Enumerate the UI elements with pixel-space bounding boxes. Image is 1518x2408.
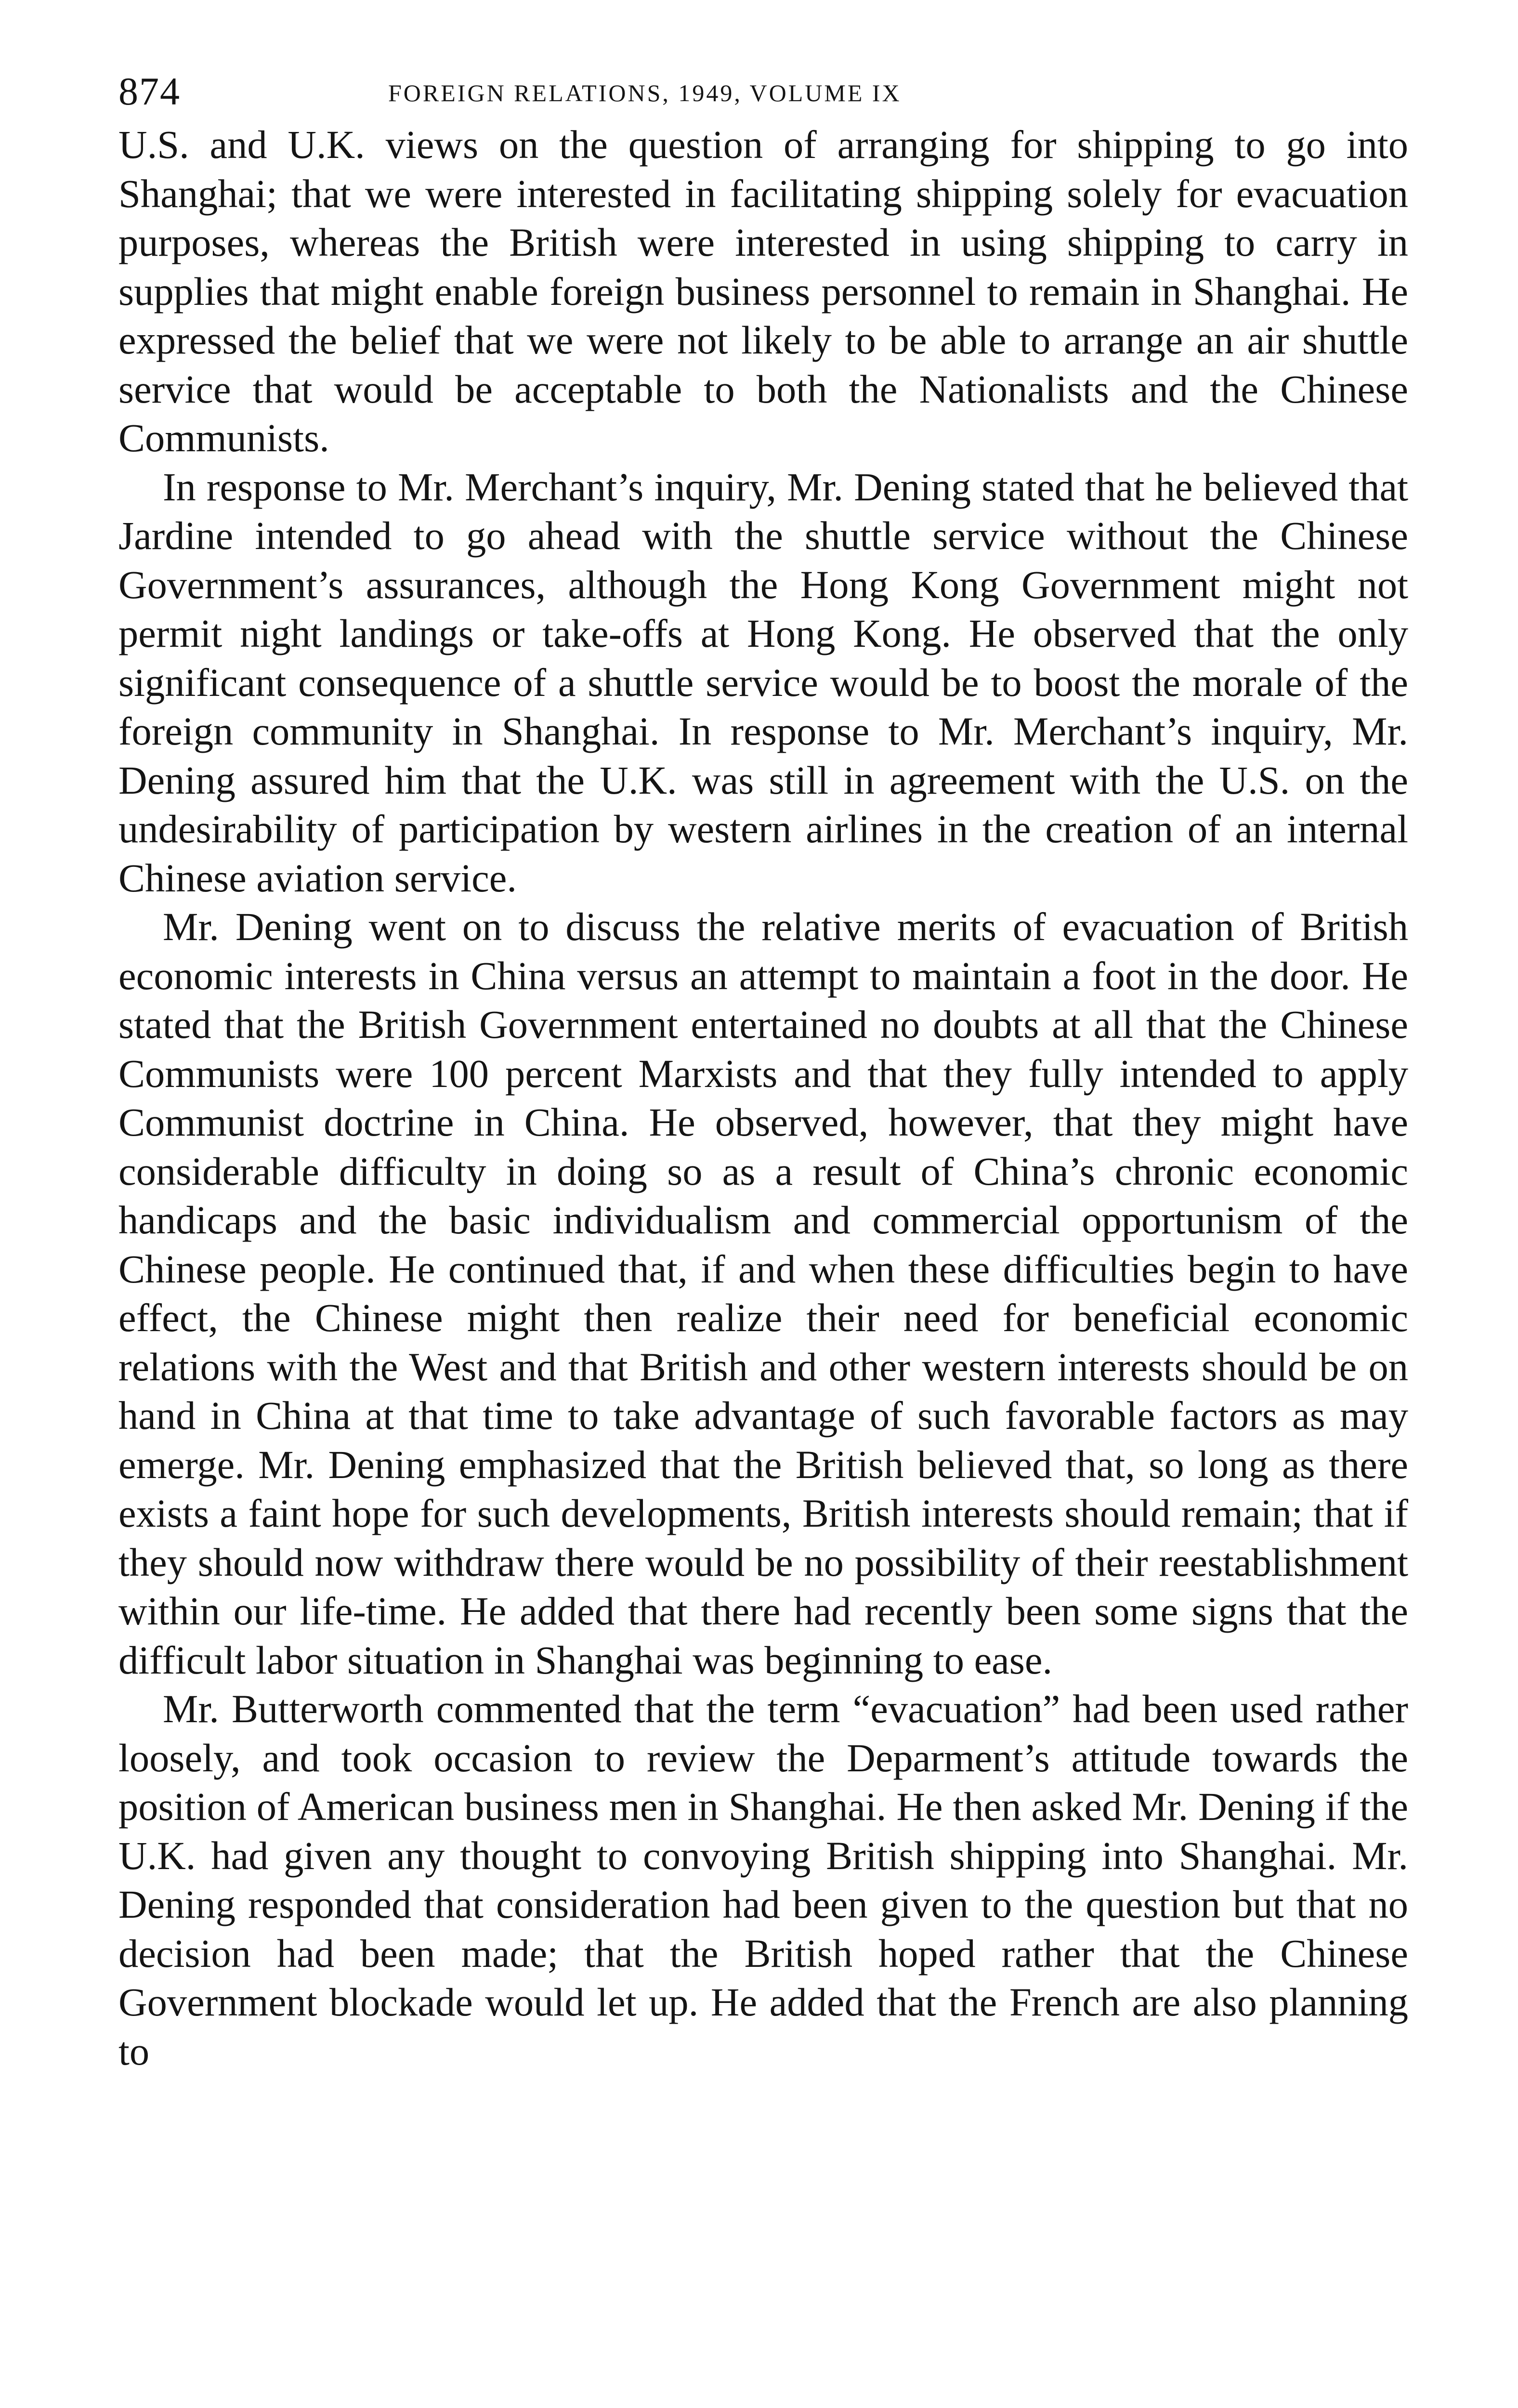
page-header (118, 65, 1408, 113)
paragraph-continued: U.S. and U.K. views on the question of arranging for shipping to go into Shanghai; that we were interested in facilitating shipping solely for evacuation purposes, whereas the British were interested in using shipping to carry in supplies that might enable foreign business personnel to remain in Shanghai. He expressed the belief that we were not likely to be able to arrange an air shuttle service that would be acceptable to both the Nationalists and the Chinese Communists. (118, 122, 1408, 460)
page-number: 874 (118, 69, 181, 113)
document-page (118, 65, 1408, 2076)
paragraph: Mr. Butterworth commented that the term “evacuation” had been used rather loosely, and took occasion to review the Deparment’s attitude towards the position of American business men in Shanghai. He then asked Mr. Dening if the U.K. had given any thought to convoying British shipping into Shanghai. Mr. Dening responded that consideration had been given to the question but that no decision had been made; that the British hoped rather that the Chinese Government blockade would let up. He added that the French are also planning to (118, 1687, 1408, 2073)
running-title: FOREIGN RELATIONS, 1949, VOLUME IX (388, 79, 902, 106)
paragraph: Mr. Dening went on to discuss the relative merits of evacuation of British economic interests in China versus an attempt to maintain a foot in the door. He stated that the British Government entertained no doubts at all that the Chinese Communists were 100 percent Marxists and that they fully intended to apply Communist doctrine in China. He observed, however, that they might have considerable difficulty in doing so as a result of China’s chronic economic handicaps and the basic individualism and commercial opportunism of the Chinese people. He continued that, if and when these difficulties begin to have effect, the Chinese might then realize their need for beneficial economic relations with the West and that British and other western interests should be on hand in China at that time to take advantage of such favorable factors as may emerge. Mr. Dening emphasized that the British believed that, so long as there exists a faint hope for such developments, British interests should remain; that if they should now withdraw there would be no possibility of their reestablishment within our life-time. He added that there had recently been some signs that the difficult labor situation in Shanghai was beginning to ease. (118, 904, 1408, 1682)
paragraph: In response to Mr. Merchant’s inquiry, Mr. Dening stated that he believed that Jardine intended to go ahead with the shuttle service without the Chinese Government’s assurances, although the Hong Kong Government might not permit night landings or take-offs at Hong Kong. He observed that the only significant consequence of a shuttle service would be to boost the morale of the foreign community in Shanghai. In response to Mr. Merchant’s inquiry, Mr. Dening assured him that the U.K. was still in agreement with the U.S. on the undesirability of participation by western airlines in the creation of an internal Chinese aviation service. (118, 464, 1408, 900)
body-text (118, 120, 1408, 2076)
